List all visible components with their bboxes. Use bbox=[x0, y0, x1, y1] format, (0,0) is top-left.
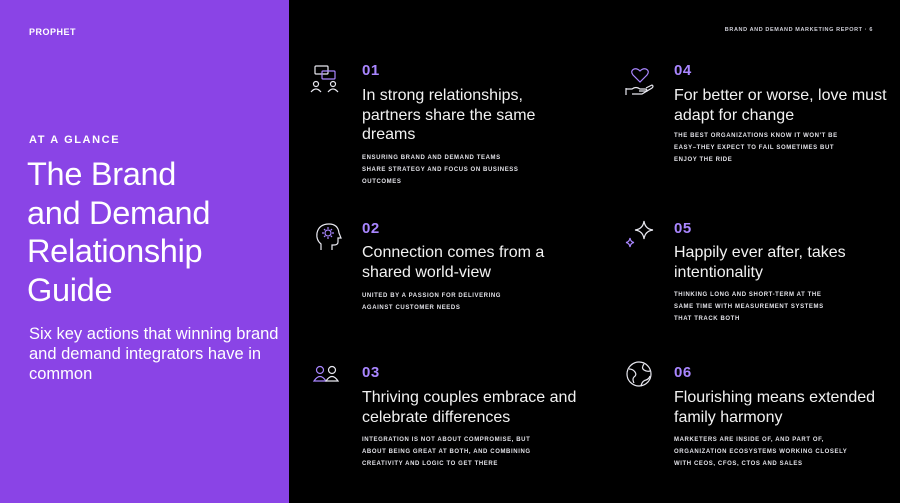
left-panel bbox=[0, 0, 289, 503]
item-heading: Connection comes from a shared world-view bbox=[362, 244, 545, 281]
page-title bbox=[27, 155, 210, 309]
item-description: ENSURING BRAND AND DEMAND TEAMS SHARE STRATEGY AND FOCUS ON BUSINESS OUTCOMES bbox=[362, 155, 519, 185]
brand-logo: PROPHET bbox=[29, 27, 77, 37]
item-heading: For better or worse, love must adapt for change bbox=[674, 87, 887, 124]
title-line: The Brand bbox=[27, 156, 177, 192]
page-subtitle: Six key actions that winning brand and demand integrators have in common bbox=[29, 325, 279, 383]
item-number: 06 bbox=[674, 364, 692, 381]
item-number: 02 bbox=[362, 220, 380, 237]
sparkle-icon bbox=[622, 220, 656, 254]
item-number: 03 bbox=[362, 364, 380, 381]
item-number: 05 bbox=[674, 220, 692, 237]
people-chat-icon bbox=[309, 64, 343, 98]
eyebrow-label: AT A GLANCE bbox=[29, 134, 121, 146]
two-people-icon bbox=[311, 363, 345, 397]
item-description: THINKING LONG AND SHORT-TERM AT THE SAME TIME WITH MEASUREMENT SYSTEMS THAT TRACK BOTH bbox=[674, 292, 824, 322]
heart-hand-icon bbox=[624, 64, 658, 98]
item-description: INTEGRATION IS NOT ABOUT COMPROMISE, BUT ABOUT BEING GREAT AT BOTH, AND COMBINING CREATIVITY AND LOGIC TO GET THERE bbox=[362, 437, 531, 467]
item-description: UNITED BY A PASSION FOR DELIVERING AGAINST CUSTOMER NEEDS bbox=[362, 293, 502, 311]
head-idea-icon bbox=[313, 220, 347, 254]
globe-icon bbox=[624, 359, 658, 393]
title-line: Guide bbox=[27, 271, 113, 308]
title-line: Relationship bbox=[27, 233, 203, 269]
item-heading: Happily ever after, takes intentionality bbox=[674, 244, 846, 281]
item-heading: In strong relationships, partners share the same dreams bbox=[362, 87, 536, 143]
item-number: 04 bbox=[674, 62, 692, 79]
title-line: and Demand bbox=[27, 194, 211, 231]
item-number: 01 bbox=[362, 62, 380, 79]
item-heading: Flourishing means extended family harmony bbox=[674, 389, 876, 426]
item-description: THE BEST ORGANIZATIONS KNOW IT WON'T BE EASY–THEY EXPECT TO FAIL SOMETIMES BUT ENJOY THE RIDE bbox=[674, 133, 838, 163]
report-header: BRAND AND DEMAND MARKETING REPORT · 6 bbox=[724, 27, 873, 33]
item-description: MARKETERS ARE INSIDE OF, AND PART OF, ORGANIZATION ECOSYSTEMS WORKING CLOSELY WITH CEOS, CFOS, CTOS AND SALES bbox=[674, 437, 848, 467]
right-panel bbox=[289, 0, 900, 503]
item-heading: Thriving couples embrace and celebrate differences bbox=[362, 389, 577, 426]
